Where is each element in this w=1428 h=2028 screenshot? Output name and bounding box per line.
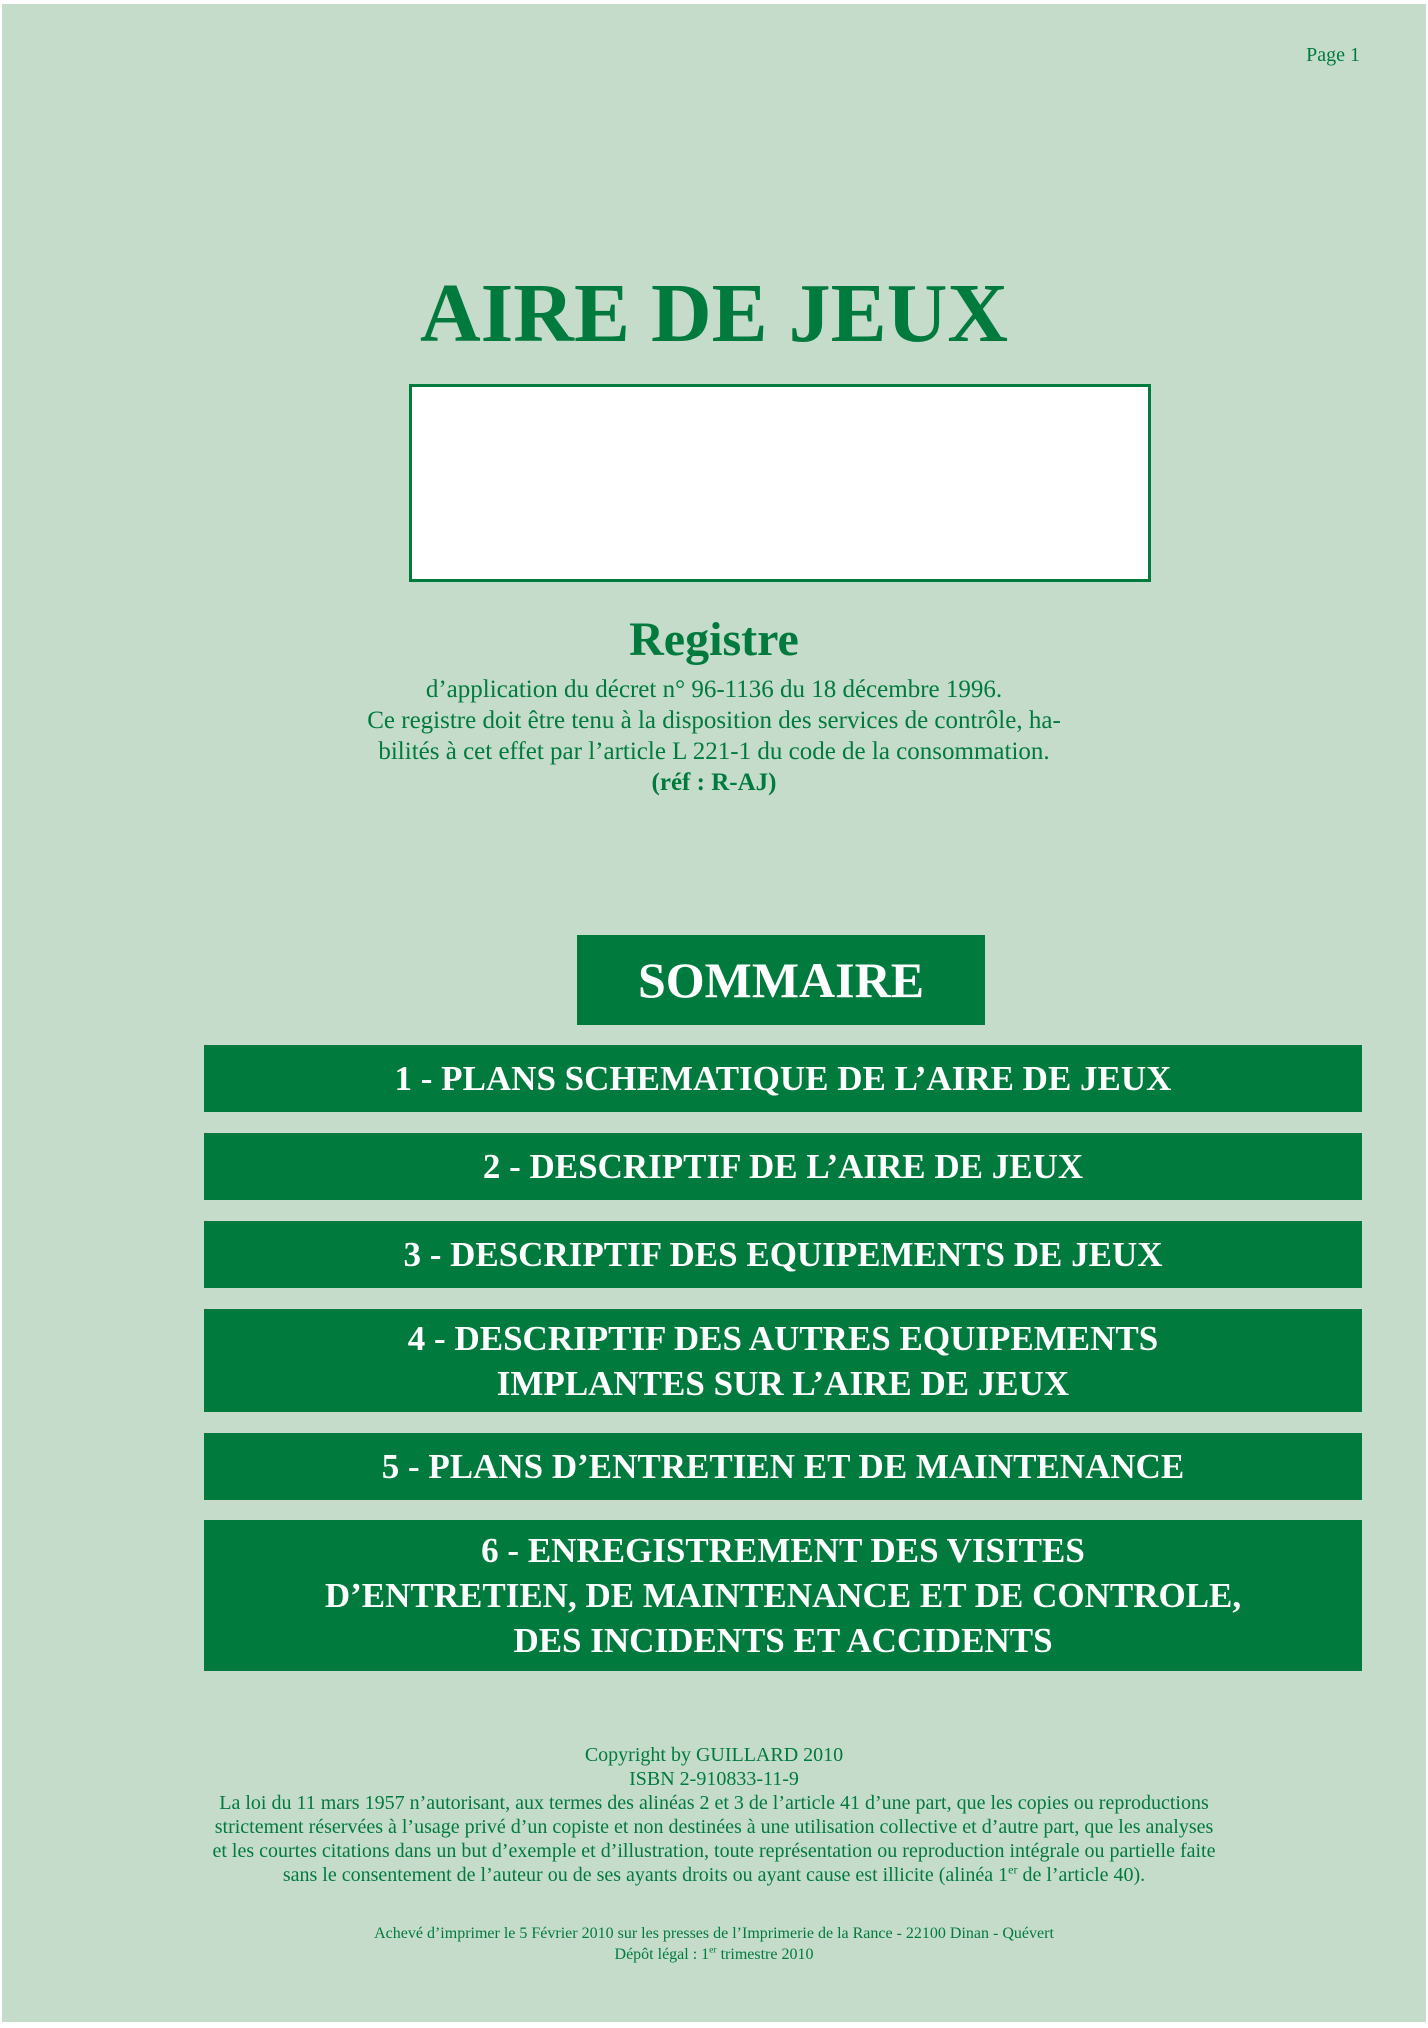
document-title: AIRE DE JEUX	[419, 267, 1009, 360]
toc-item-5	[204, 1433, 1362, 1500]
page-number: Page 1	[1306, 44, 1360, 66]
toc-item-4	[204, 1309, 1362, 1412]
document-page	[2, 4, 1426, 2022]
toc-item-line: 1 - PLANS SCHEMATIQUE DE L’AIRE DE JEUX	[394, 1059, 1172, 1098]
legal-deposit-text: trimestre 2010	[716, 1946, 814, 1963]
isbn: ISBN 2-910833-11-9	[629, 1768, 799, 1790]
legal-deposit-sup: er	[709, 1944, 717, 1956]
law-line-last	[2, 1863, 1426, 1887]
law-line: et les courtes citations dans un but d’exemple et d’illustration, toute représentation ou reproduction intégrale ou partielle faite	[212, 1840, 1216, 1862]
registre-line: d’application du décret n° 96-1136 du 18 décembre 1996.	[425, 676, 1003, 703]
toc-item-line: 4 - DESCRIPTIF DES AUTRES EQUIPEMENTS	[407, 1318, 1159, 1358]
toc-item-line: 3 - DESCRIPTIF DES EQUIPEMENTS DE JEUX	[403, 1235, 1163, 1274]
printing-info	[2, 1923, 1426, 1965]
toc-item-line: 5 - PLANS D’ENTRETIEN ET DE MAINTENANCE	[381, 1447, 1185, 1486]
law-line-sup: er	[1008, 1862, 1018, 1877]
law-line: strictement réservées à l’usage privé d’un copiste et non destinées à une utilisation collective et d’autre part, que les analyses	[214, 1816, 1214, 1838]
registre-description	[2, 674, 1426, 798]
toc-item-1	[204, 1045, 1362, 1112]
law-line-text: sans le consentement de l’auteur ou de ses ayants droits ou ayant cause est illicite (alinéa 1	[282, 1864, 1009, 1886]
sommaire-heading: SOMMAIRE	[577, 935, 985, 1025]
toc-item-2	[204, 1133, 1362, 1200]
toc-item-line: 6 - ENREGISTREMENT DES VISITES	[481, 1531, 1085, 1570]
registre-reference: (réf : R-AJ)	[651, 769, 777, 796]
registre-line: Ce registre doit être tenu à la disposition des services de contrôle, ha-	[367, 707, 1061, 734]
copyright-line: Copyright by GUILLARD 2010	[584, 1744, 844, 1766]
toc-item-6	[204, 1520, 1362, 1671]
law-line: La loi du 11 mars 1957 n’autorisant, aux termes des alinéas 2 et 3 de l’article 41 d’une part, que les copies ou reproductions	[219, 1792, 1209, 1814]
registre-heading: Registre	[629, 613, 799, 666]
legal-deposit-text: Dépôt légal : 1	[614, 1946, 710, 1963]
legal-deposit	[2, 1944, 1426, 1965]
toc-item-line: 2 - DESCRIPTIF DE L’AIRE DE JEUX	[482, 1147, 1084, 1186]
copyright-notice	[2, 1743, 1426, 1887]
toc-item-3	[204, 1221, 1362, 1288]
law-line-text: de l’article 40).	[1017, 1864, 1146, 1886]
site-name-box	[409, 384, 1151, 582]
registre-line: bilités à cet effet par l’article L 221-1 du code de la consommation.	[378, 738, 1050, 765]
printing-line: Achevé d’imprimer le 5 Février 2010 sur les presses de l’Imprimerie de la Rance - 22100 Dinan - Quévert	[374, 1925, 1054, 1942]
toc-item-line: IMPLANTES SUR L’AIRE DE JEUX	[496, 1363, 1070, 1403]
toc-item-line: D’ENTRETIEN, DE MAINTENANCE ET DE CONTROLE,	[324, 1576, 1242, 1615]
toc-item-line: DES INCIDENTS ET ACCIDENTS	[513, 1621, 1053, 1660]
